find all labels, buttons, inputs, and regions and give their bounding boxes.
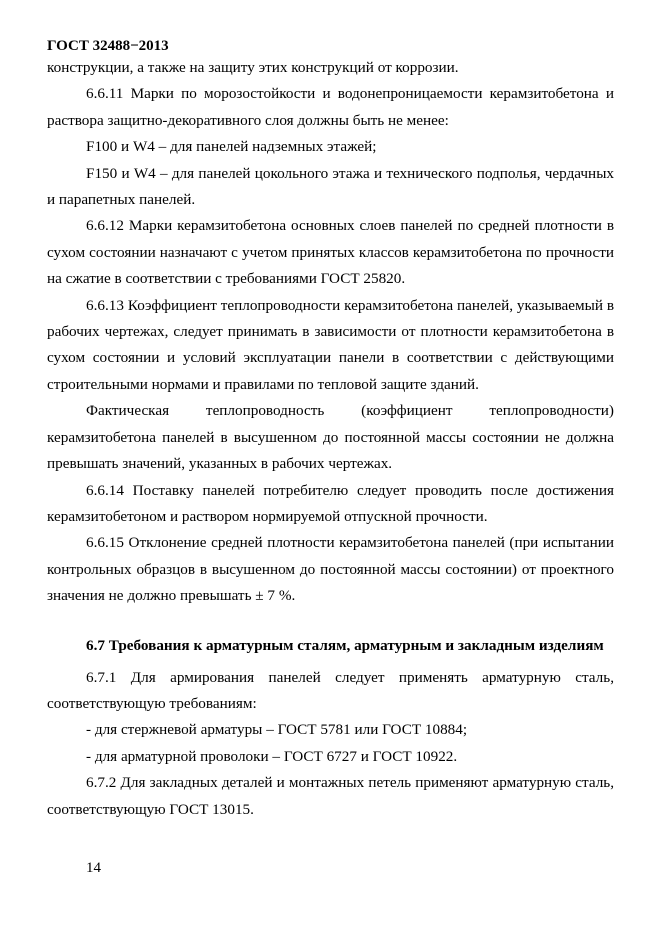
paragraph-6-6-12: 6.6.12 Марки керамзитобетона основных слоев панелей по средней плотности в сухом состоянии назначают с учетом принятых классов керамзитобетона по прочности на сжатие в соответствии с требованиями ГОСТ 25820. xyxy=(47,217,614,288)
document-page xyxy=(47,38,614,823)
paragraph-f100-w4: F100 и W4 – для панелей надземных этажей; xyxy=(86,138,377,156)
paragraph-6-7-2: 6.7.2 Для закладных деталей и монтажных петель применяют арматурную сталь, соответствующую ГОСТ 13015. xyxy=(47,774,614,818)
paragraph-6-6-14: 6.6.14 Поставку панелей потребителю следует проводить после достижения керамзитобетоном и раствором нормируемой отпускной прочности. xyxy=(47,481,614,525)
section-heading-6-7: 6.7 Требования к арматурным сталям, арматурным и закладным изделиям xyxy=(86,636,604,654)
paragraph-f150-w4: F150 и W4 – для панелей цокольного этажа и технического подполья, чердачных и парапетных панелей. xyxy=(47,164,614,209)
paragraph-actual-conductivity: Фактическая теплопроводность (коэффициент теплопроводности) керамзитобетона панелей в высушенном до постоянной массы состоянии не должна превышать значений, указанных в рабочих чертежах. xyxy=(47,402,614,473)
document-body xyxy=(47,55,614,610)
paragraph-continuation: конструкции, а также на защиту этих конструкций от коррозии. xyxy=(47,59,459,76)
page-number: 14 xyxy=(86,860,101,876)
paragraph-6-7-1: 6.7.1 Для армирования панелей следует применять арматурную сталь, соответствующую требованиям: xyxy=(47,668,614,712)
list-item-rod-reinforcement: - для стержневой арматуры – ГОСТ 5781 или ГОСТ 10884; xyxy=(86,721,468,739)
paragraph-6-6-13: 6.6.13 Коэффициент теплопроводности керамзитобетона панелей, указываемый в рабочих чертежах, следует принимать в зависимости от плотности керамзитобетона в сухом состоянии и условий эксплуатации панели в соответствии с действующими строительными нормами и правилами по тепловой защите зданий. xyxy=(47,296,614,393)
document-code-header: ГОСТ 32488−2013 xyxy=(47,38,169,54)
paragraph-6-6-15: 6.6.15 Отклонение средней плотности керамзитобетона панелей (при испытании контрольных образцов в высушенном до постоянной массы состоянии) от проектного значения не должно превышать ± 7 %. xyxy=(47,534,614,605)
section-6-7-body xyxy=(47,665,614,823)
paragraph-6-6-11: 6.6.11 Марки по морозостойкости и водонепроницаемости керамзитобетона и раствора защитно-декоративного слоя должны быть не менее: xyxy=(47,85,614,129)
list-item-reinforcing-wire: - для арматурной проволоки – ГОСТ 6727 и ГОСТ 10922. xyxy=(86,747,458,765)
